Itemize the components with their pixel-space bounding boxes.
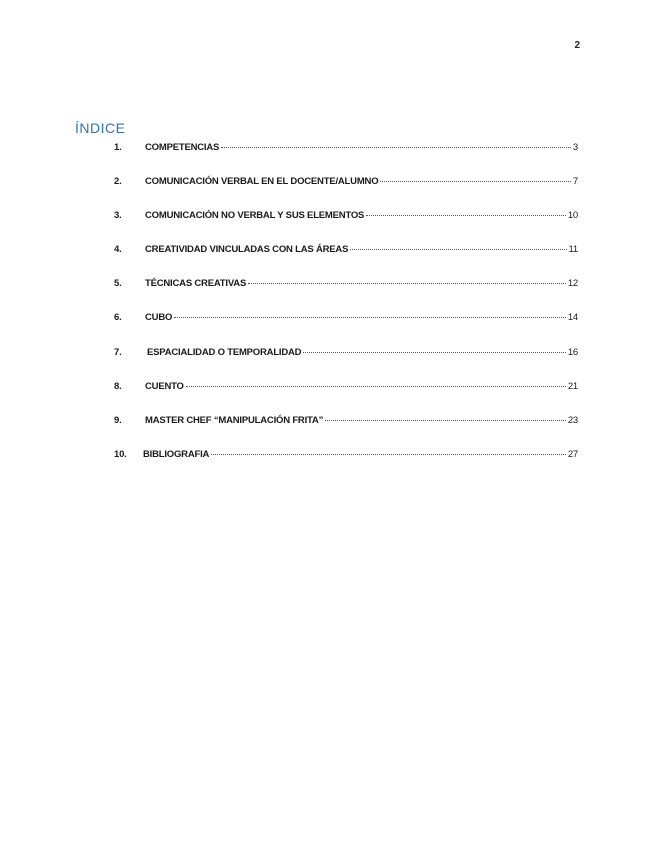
toc-entry-number: 2. <box>114 176 122 188</box>
toc-entry-title[interactable]: MASTER CHEF “MANIPULACIÓN FRITA” <box>145 414 324 426</box>
toc-entry-title[interactable]: TÉCNICAS CREATIVAS <box>145 278 247 290</box>
toc-dot-leader <box>174 317 566 318</box>
toc-dot-leader <box>248 283 566 284</box>
toc-entry-competencias[interactable] <box>114 142 578 176</box>
toc-entry-tecnicas-creativas[interactable] <box>114 278 578 312</box>
toc-entry-comunicacion-no-verbal[interactable] <box>114 210 578 244</box>
toc-entry-number: 4. <box>114 244 122 256</box>
toc-entry-cuento[interactable] <box>114 381 578 415</box>
toc-entry-page[interactable]: 16 <box>567 346 578 358</box>
toc-entry-number: 10. <box>114 448 127 460</box>
page-number: 2 <box>574 40 580 51</box>
toc-entry-title[interactable]: ESPACIALIDAD O TEMPORALIDAD <box>147 346 302 358</box>
toc-dot-leader <box>350 249 566 250</box>
toc-entry-number: 5. <box>114 278 122 290</box>
toc-list <box>114 142 578 483</box>
toc-dot-leader <box>221 147 571 148</box>
toc-entry-title[interactable]: BIBLIOGRAFIA <box>143 448 210 460</box>
toc-entry-number: 8. <box>114 380 122 392</box>
toc-entry-title[interactable]: COMPETENCIAS <box>145 142 220 153</box>
toc-entry-title[interactable]: CREATIVIDAD VINCULADAS CON LAS ÁREAS <box>145 244 349 256</box>
toc-entry-title[interactable]: COMUNICACIÓN VERBAL EN EL DOCENTE/ALUMNO <box>145 176 379 188</box>
toc-entry-page[interactable]: 11 <box>568 244 578 256</box>
toc-entry-page[interactable]: 12 <box>567 278 578 290</box>
toc-dot-leader <box>303 352 565 353</box>
toc-entry-title[interactable]: CUBO <box>145 312 173 324</box>
toc-entry-title[interactable]: COMUNICACIÓN NO VERBAL Y SUS ELEMENTOS <box>145 210 365 222</box>
toc-entry-cubo[interactable] <box>114 312 578 346</box>
toc-dot-leader <box>366 215 566 216</box>
toc-entry-page[interactable]: 14 <box>567 312 578 324</box>
toc-entry-page[interactable]: 7 <box>572 176 578 188</box>
toc-entry-espacialidad[interactable] <box>114 347 578 381</box>
toc-heading: ÍNDICE <box>75 120 126 136</box>
toc-dot-leader <box>211 454 566 455</box>
toc-entry-page[interactable]: 27 <box>567 448 578 460</box>
toc-entry-number: 7. <box>114 346 122 358</box>
toc-entry-number: 3. <box>114 210 122 222</box>
toc-entry-page[interactable]: 3 <box>572 142 578 153</box>
toc-entry-page[interactable]: 21 <box>567 380 578 392</box>
toc-entry-number: 6. <box>114 312 122 324</box>
toc-entry-page[interactable]: 10 <box>567 210 578 222</box>
toc-dot-leader <box>325 420 566 421</box>
toc-entry-page[interactable]: 23 <box>567 414 578 426</box>
toc-entry-number: 9. <box>114 414 122 426</box>
toc-entry-title[interactable]: CUENTO <box>145 380 184 392</box>
toc-entry-number: 1. <box>114 142 122 153</box>
toc-entry-comunicacion-verbal[interactable] <box>114 176 578 210</box>
toc-dot-leader <box>380 181 571 182</box>
toc-entry-creatividad[interactable] <box>114 244 578 278</box>
toc-entry-bibliografia[interactable] <box>114 449 578 483</box>
toc-dot-leader <box>186 386 566 387</box>
toc-entry-master-chef[interactable] <box>114 415 578 449</box>
